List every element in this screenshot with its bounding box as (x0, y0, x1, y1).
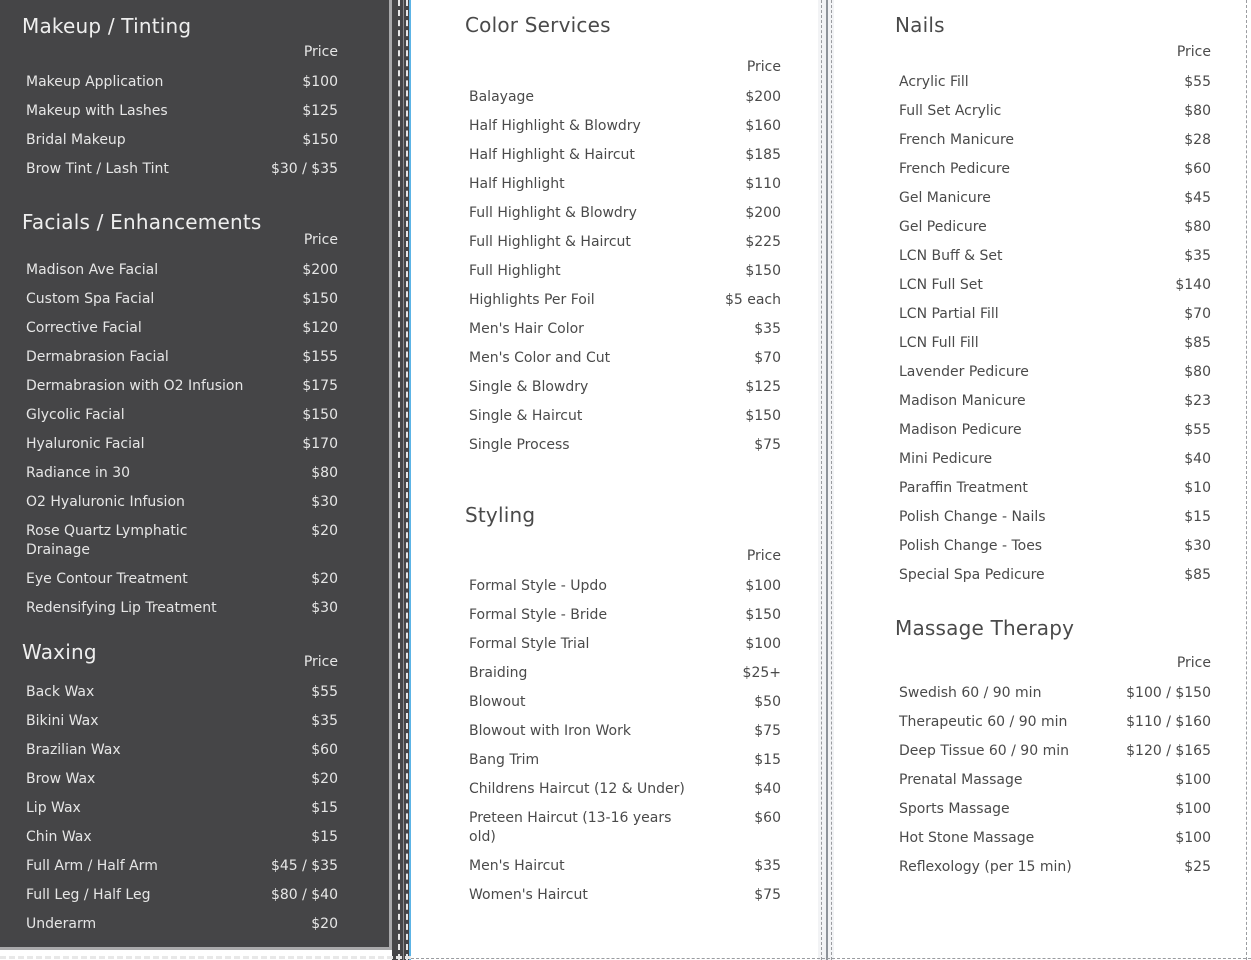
service-name: Makeup with Lashes (26, 103, 168, 119)
service-price: $30 (311, 494, 338, 510)
service-name: Madison Ave Facial (26, 262, 159, 278)
service-price: $60 (1184, 161, 1211, 177)
price-list-item (469, 204, 781, 223)
service-price: $100 (745, 636, 781, 652)
service-price: $75 (754, 723, 781, 739)
right-page-edge (1246, 0, 1247, 960)
service-name: LCN Buff & Set (899, 248, 1003, 264)
service-price: $110 / $160 (1126, 714, 1211, 730)
service-name: Full Highlight (469, 263, 561, 279)
service-name: Formal Style - Updo (469, 578, 607, 594)
price-column-header: Price (746, 548, 781, 564)
service-name: Men's Color and Cut (469, 350, 611, 366)
service-name: Full Arm / Half Arm (26, 858, 158, 874)
price-column-header: Price (303, 44, 338, 60)
service-price: $80 / $40 (270, 887, 338, 903)
service-price: $30 (1184, 538, 1211, 554)
price-list-item (899, 800, 1211, 819)
service-name: Underarm (26, 916, 97, 932)
service-name: Full Leg / Half Leg (26, 887, 151, 903)
service-price: $40 (1184, 451, 1211, 467)
price-list-item (26, 683, 338, 702)
service-name: LCN Partial Fill (899, 306, 999, 322)
service-name: French Pedicure (899, 161, 1010, 177)
service-price: $60 (754, 810, 781, 826)
price-list-item (899, 131, 1211, 150)
price-list-item (469, 809, 781, 847)
service-name: Dermabrasion with O2 Infusion (26, 378, 244, 394)
service-price: $150 (302, 291, 338, 307)
price-list-item (899, 363, 1211, 382)
service-name: French Manicure (899, 132, 1015, 148)
price-list-item (899, 537, 1211, 556)
service-price: $70 (1184, 306, 1211, 322)
section-title: Makeup / Tinting (22, 14, 192, 38)
service-price: $55 (1184, 422, 1211, 438)
price-column-header: Price (303, 232, 338, 248)
price-list-item (899, 276, 1211, 295)
price-list-item (899, 684, 1211, 703)
price-list-item (899, 508, 1211, 527)
service-name: Gel Pedicure (899, 219, 987, 235)
price-list-item (899, 713, 1211, 732)
service-price: $15 (1184, 509, 1211, 525)
service-price: $160 (745, 118, 781, 134)
service-name: Single & Blowdry (469, 379, 589, 395)
service-name: Single & Haircut (469, 408, 583, 424)
service-price: $75 (754, 887, 781, 903)
price-list-item (469, 635, 781, 654)
service-name: Brazilian Wax (26, 742, 121, 758)
section-title: Waxing (22, 640, 97, 664)
service-price: $100 (1175, 772, 1211, 788)
service-name: Brow Tint / Lash Tint (26, 161, 169, 177)
price-list-item (899, 334, 1211, 353)
service-name: LCN Full Set (899, 277, 983, 293)
service-price: $80 (1184, 219, 1211, 235)
service-price: $35 (754, 321, 781, 337)
section-title: Color Services (465, 13, 611, 37)
price-list-item (26, 599, 338, 618)
service-price: $200 (745, 205, 781, 221)
price-list-item (26, 570, 338, 589)
service-price: $25 (1184, 859, 1211, 875)
price-list-item (899, 102, 1211, 121)
service-price: $25+ (742, 665, 781, 681)
service-name: Gel Manicure (899, 190, 991, 206)
price-list-item (469, 577, 781, 596)
service-name: Paraffin Treatment (899, 480, 1028, 496)
price-list-item (469, 886, 781, 905)
service-name: Rose Quartz Lymphatic (26, 523, 188, 539)
service-price: $45 (1184, 190, 1211, 206)
price-column-header: Price (1176, 655, 1211, 671)
service-price: $225 (745, 234, 781, 250)
service-name: Radiance in 30 (26, 465, 131, 481)
price-list-item (899, 189, 1211, 208)
service-name: Swedish 60 / 90 min (899, 685, 1042, 701)
service-name: Therapeutic 60 / 90 min (899, 714, 1068, 730)
service-name: Single Process (469, 437, 570, 453)
service-price: $15 (311, 800, 338, 816)
service-name: Men's Haircut (469, 858, 565, 874)
price-list-item (26, 741, 338, 760)
service-name: Eye Contour Treatment (26, 571, 188, 587)
service-price: $85 (1184, 567, 1211, 583)
service-price: $30 / $35 (270, 161, 338, 177)
service-name: Childrens Haircut (12 & Under) (469, 781, 685, 797)
service-name: Bridal Makeup (26, 132, 126, 148)
price-list-item (26, 319, 338, 338)
service-name: Dermabrasion Facial (26, 349, 169, 365)
price-list-item (469, 664, 781, 683)
price-list-item (26, 348, 338, 367)
price-list-item (26, 799, 338, 818)
price-list-item (469, 88, 781, 107)
price-list-item (899, 479, 1211, 498)
service-price: $110 (745, 176, 781, 192)
service-price: $15 (311, 829, 338, 845)
service-price: $100 (1175, 830, 1211, 846)
service-name: Sports Massage (899, 801, 1010, 817)
service-name: Full Highlight & Blowdry (469, 205, 637, 221)
service-name: Prenatal Massage (899, 772, 1023, 788)
service-name: Polish Change - Toes (899, 538, 1043, 554)
service-price: $80 (1184, 364, 1211, 380)
price-list-item (469, 175, 781, 194)
service-price: $5 each (724, 292, 781, 308)
service-price: $150 (745, 263, 781, 279)
service-price: $150 (745, 607, 781, 623)
service-name: Blowout with Iron Work (469, 723, 631, 739)
service-name: Half Highlight & Blowdry (469, 118, 641, 134)
price-column-header: Price (303, 654, 338, 670)
service-price: $185 (745, 147, 781, 163)
service-price: $85 (1184, 335, 1211, 351)
service-name: Preteen Haircut (13-16 years (469, 810, 672, 826)
price-column-header: Price (1176, 44, 1211, 60)
service-name: Redensifying Lip Treatment (26, 600, 217, 616)
price-list-item (26, 435, 338, 454)
service-name: Deep Tissue 60 / 90 min (899, 743, 1069, 759)
price-list-item (899, 218, 1211, 237)
price-list-item (469, 606, 781, 625)
service-name: Formal Style - Bride (469, 607, 608, 623)
service-price: $175 (302, 378, 338, 394)
price-list-item (469, 146, 781, 165)
price-list-item (899, 421, 1211, 440)
service-name: Acrylic Fill (899, 74, 969, 90)
service-name: LCN Full Fill (899, 335, 979, 351)
price-list-item (469, 233, 781, 252)
price-list-item (899, 392, 1211, 411)
service-price: $170 (302, 436, 338, 452)
service-price: $20 (311, 771, 338, 787)
section-title: Massage Therapy (895, 616, 1075, 640)
price-list-item (26, 770, 338, 789)
price-list-item (26, 886, 338, 905)
service-price: $35 (311, 713, 338, 729)
service-name: Hyaluronic Facial (26, 436, 145, 452)
price-list-item (26, 522, 338, 560)
service-price: $80 (1184, 103, 1211, 119)
service-name: Blowout (469, 694, 526, 710)
service-name: Chin Wax (26, 829, 92, 845)
service-name: Bikini Wax (26, 713, 99, 729)
price-list-item (26, 261, 338, 280)
service-name: Full Highlight & Haircut (469, 234, 631, 250)
service-price: $20 (311, 571, 338, 587)
price-list-item (469, 722, 781, 741)
left-column-divider (392, 0, 411, 960)
service-price: $20 (311, 523, 338, 539)
section-title: Facials / Enhancements (22, 210, 262, 234)
service-name: Madison Pedicure (899, 422, 1022, 438)
price-list-item (26, 290, 338, 309)
price-list-item (469, 320, 781, 339)
service-name: Highlights Per Foil (469, 292, 595, 308)
price-column-header: Price (746, 59, 781, 75)
price-list-item (469, 436, 781, 455)
service-price: $125 (745, 379, 781, 395)
service-price: $120 (302, 320, 338, 336)
service-price: $120 / $165 (1126, 743, 1211, 759)
price-list-item (899, 73, 1211, 92)
price-list-item (469, 751, 781, 770)
price-list-item (469, 780, 781, 799)
service-name: Full Set Acrylic (899, 103, 1002, 119)
service-price: $100 (302, 74, 338, 90)
price-list-item (26, 406, 338, 425)
service-price: $28 (1184, 132, 1211, 148)
service-price: $80 (311, 465, 338, 481)
price-list-item (899, 742, 1211, 761)
service-name-continued: old) (469, 829, 496, 845)
price-list-item (899, 247, 1211, 266)
service-price: $155 (302, 349, 338, 365)
price-list-item (899, 305, 1211, 324)
service-price: $55 (1184, 74, 1211, 90)
service-name: Back Wax (26, 684, 95, 700)
price-list-item (26, 915, 338, 934)
service-name: Lavender Pedicure (899, 364, 1029, 380)
service-price: $200 (302, 262, 338, 278)
price-list-item (899, 160, 1211, 179)
service-name: Special Spa Pedicure (899, 567, 1045, 583)
price-list-item (26, 102, 338, 121)
service-price: $10 (1184, 480, 1211, 496)
service-price: $70 (754, 350, 781, 366)
service-price: $45 / $35 (270, 858, 338, 874)
service-name: O2 Hyaluronic Infusion (26, 494, 185, 510)
service-name: Brow Wax (26, 771, 96, 787)
service-price: $200 (745, 89, 781, 105)
service-price: $30 (311, 600, 338, 616)
service-price: $40 (754, 781, 781, 797)
price-list-item (899, 566, 1211, 585)
service-name: Balayage (469, 89, 535, 105)
bottom-border-dark (0, 956, 411, 959)
service-price: $125 (302, 103, 338, 119)
bottom-border-light (411, 958, 1251, 959)
service-price: $150 (745, 408, 781, 424)
service-name: Polish Change - Nails (899, 509, 1046, 525)
price-list-item (469, 262, 781, 281)
service-price: $60 (311, 742, 338, 758)
service-name: Lip Wax (26, 800, 81, 816)
price-list-item (26, 131, 338, 150)
service-name: Reflexology (per 15 min) (899, 859, 1072, 875)
price-list-item (469, 378, 781, 397)
service-name: Custom Spa Facial (26, 291, 155, 307)
middle-column-divider (818, 0, 834, 960)
service-name: Corrective Facial (26, 320, 142, 336)
price-list-item (469, 117, 781, 136)
price-list-item (26, 160, 338, 179)
price-list-item (26, 73, 338, 92)
price-list-item (469, 349, 781, 368)
service-price: $140 (1175, 277, 1211, 293)
price-list-item (899, 829, 1211, 848)
service-name: Makeup Application (26, 74, 164, 90)
section-title: Nails (895, 13, 945, 37)
price-list-item (26, 857, 338, 876)
service-price: $150 (302, 132, 338, 148)
price-list-item (469, 857, 781, 876)
service-name: Bang Trim (469, 752, 540, 768)
price-list-item (469, 407, 781, 426)
price-list-item (899, 450, 1211, 469)
price-list-item (26, 493, 338, 512)
service-price: $35 (754, 858, 781, 874)
service-price: $23 (1184, 393, 1211, 409)
service-price: $100 (745, 578, 781, 594)
service-name: Half Highlight (469, 176, 565, 192)
service-name: Women's Haircut (469, 887, 588, 903)
service-name: Braiding (469, 665, 528, 681)
price-list-item (469, 291, 781, 310)
price-list-item (26, 464, 338, 483)
price-list-item (899, 858, 1211, 877)
service-name: Half Highlight & Haircut (469, 147, 635, 163)
service-price: $55 (311, 684, 338, 700)
price-list-item (899, 771, 1211, 790)
service-name: Glycolic Facial (26, 407, 125, 423)
service-price: $20 (311, 916, 338, 932)
service-price: $35 (1184, 248, 1211, 264)
service-name: Madison Manicure (899, 393, 1026, 409)
service-name: Mini Pedicure (899, 451, 993, 467)
service-price: $150 (302, 407, 338, 423)
service-price: $100 (1175, 801, 1211, 817)
service-price: $15 (754, 752, 781, 768)
service-price: $75 (754, 437, 781, 453)
price-list-item (26, 712, 338, 731)
service-name: Hot Stone Massage (899, 830, 1035, 846)
price-list-item (469, 693, 781, 712)
service-name-continued: Drainage (26, 542, 90, 558)
section-title: Styling (465, 503, 536, 527)
service-price: $100 / $150 (1126, 685, 1211, 701)
price-list-item (26, 828, 338, 847)
price-list-item (26, 377, 338, 396)
service-name: Formal Style Trial (469, 636, 590, 652)
service-price: $50 (754, 694, 781, 710)
service-name: Men's Hair Color (469, 321, 584, 337)
